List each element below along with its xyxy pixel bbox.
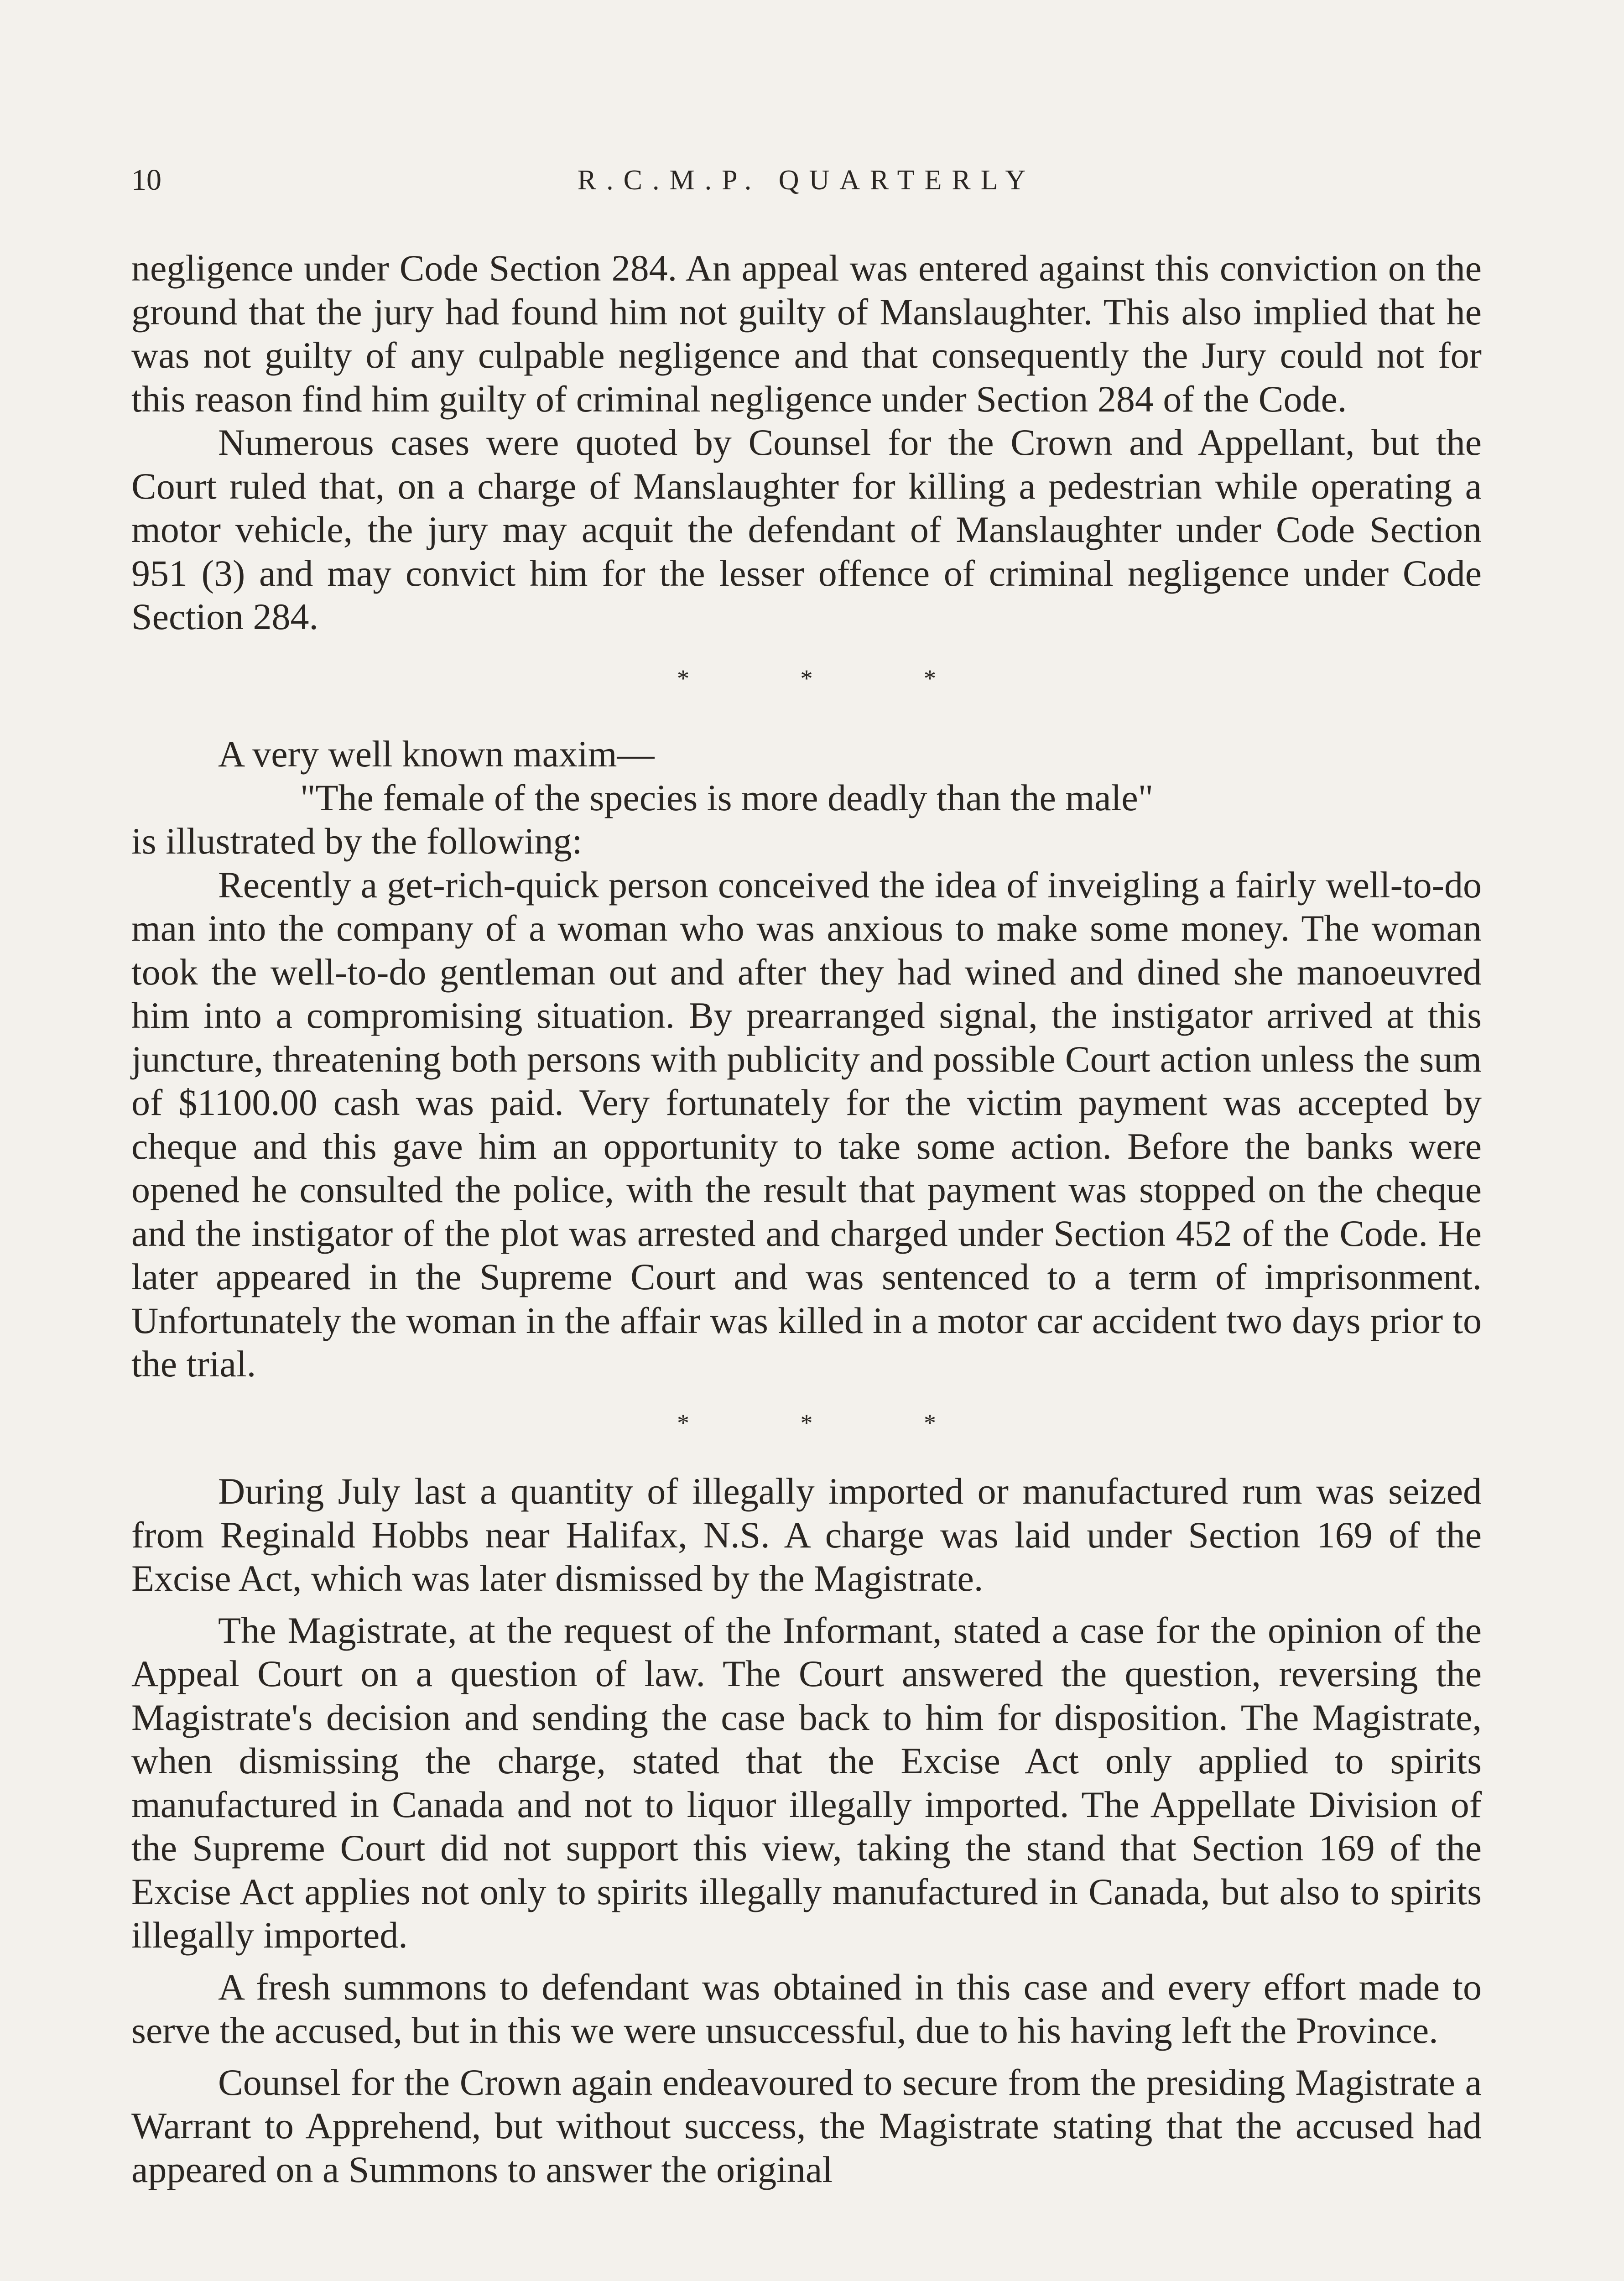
maxim-quote: "The female of the species is more deadly than the male" [300,776,1154,818]
paragraph: Recently a get-rich-quick person conceived the idea of inveigling a fairly well-to-do man into the company of a woman who was anxious to make some money. The woman took the well-to-do gentleman out and after they had wined and dined she manoeuvred him into a compromising situation. By prearranged signal, the instigator arrived at this juncture, threatening both persons with publicity and possible Court action unless the sum of $1100.00 cash was paid. Very fortunately for the victim payment was accepted by cheque and this gave him an opportunity to take some action. Before the banks were opened he consulted the police, with the result that payment was stopped on the cheque and the instigator of the plot was arrested and charged under Section 452 of the Code. He later appeared in the Supreme Court and was sentenced to a term of imprisonment. Unfortunately the woman in the affair was killed in a motor car accident two days prior to the trial. [131,864,1482,1385]
page-number: 10 [131,163,161,197]
paragraph: Numerous cases were quoted by Counsel for the Crown and Appellant, but the Court ruled that, on a charge of Manslaughter for killing a pedestrian while operating a motor vehicle, the jury may acquit the defendant of Manslaughter under Code Section 951 (3) and may convict him for the lesser offence of criminal negligence under Code Section 284. [131,422,1482,637]
paragraph-maxim-continuation: is illustrated by the following: [131,820,583,862]
article-body [131,246,1482,2191]
paragraph: Counsel for the Crown again endeavoured to secure from the presiding Magistrate a Warrant to Apprehend, but without success, the Magistrate stating that the accused had appeared on a Summons to answer the original [131,2061,1482,2190]
paragraph: A fresh summons to defendant was obtained in this case and every effort made to serve the accused, but in this we were unsuccessful, due to his having left the Province. [131,1966,1482,2051]
section-separator: * * * [677,1409,936,1437]
paragraph: During July last a quantity of illegally imported or manufactured rum was seized from Reginald Hobbs near Halifax, N.S. A charge was laid under Section 169 of the Excise Act, which was later dismissed by the Magistrate. [131,1470,1482,1599]
paragraph-maxim-intro: A very well known maxim— [218,733,655,775]
running-title: R.C.M.P. QUARTERLY [577,165,1036,196]
paragraph: The Magistrate, at the request of the Informant, stated a case for the opinion of the Appeal Court on a question of law. The Court answered the question, reversing the Magistrate's decision and sending the case back to him for disposition. The Magistrate, when dismissing the charge, stated that the Excise Act only applied to spirits manufactured in Canada and not to liquor illegally imported. The Appellate Division of the Supreme Court did not support this view, taking the stand that Section 169 of the Excise Act applies not only to spirits illegally manufactured in Canada, but also to spirits illegally imported. [131,1609,1482,1956]
section-separator: * * * [677,664,936,692]
paragraph-continuation: negligence under Code Section 284. An appeal was entered against this conviction on the ground that the jury had found him not guilty of Manslaughter. This also implied that he was not guilty of any culpable negligence and that consequently the Jury could not for this reason find him guilty of criminal negligence under Section 284 of the Code. [131,247,1482,420]
page-header [131,157,1482,203]
